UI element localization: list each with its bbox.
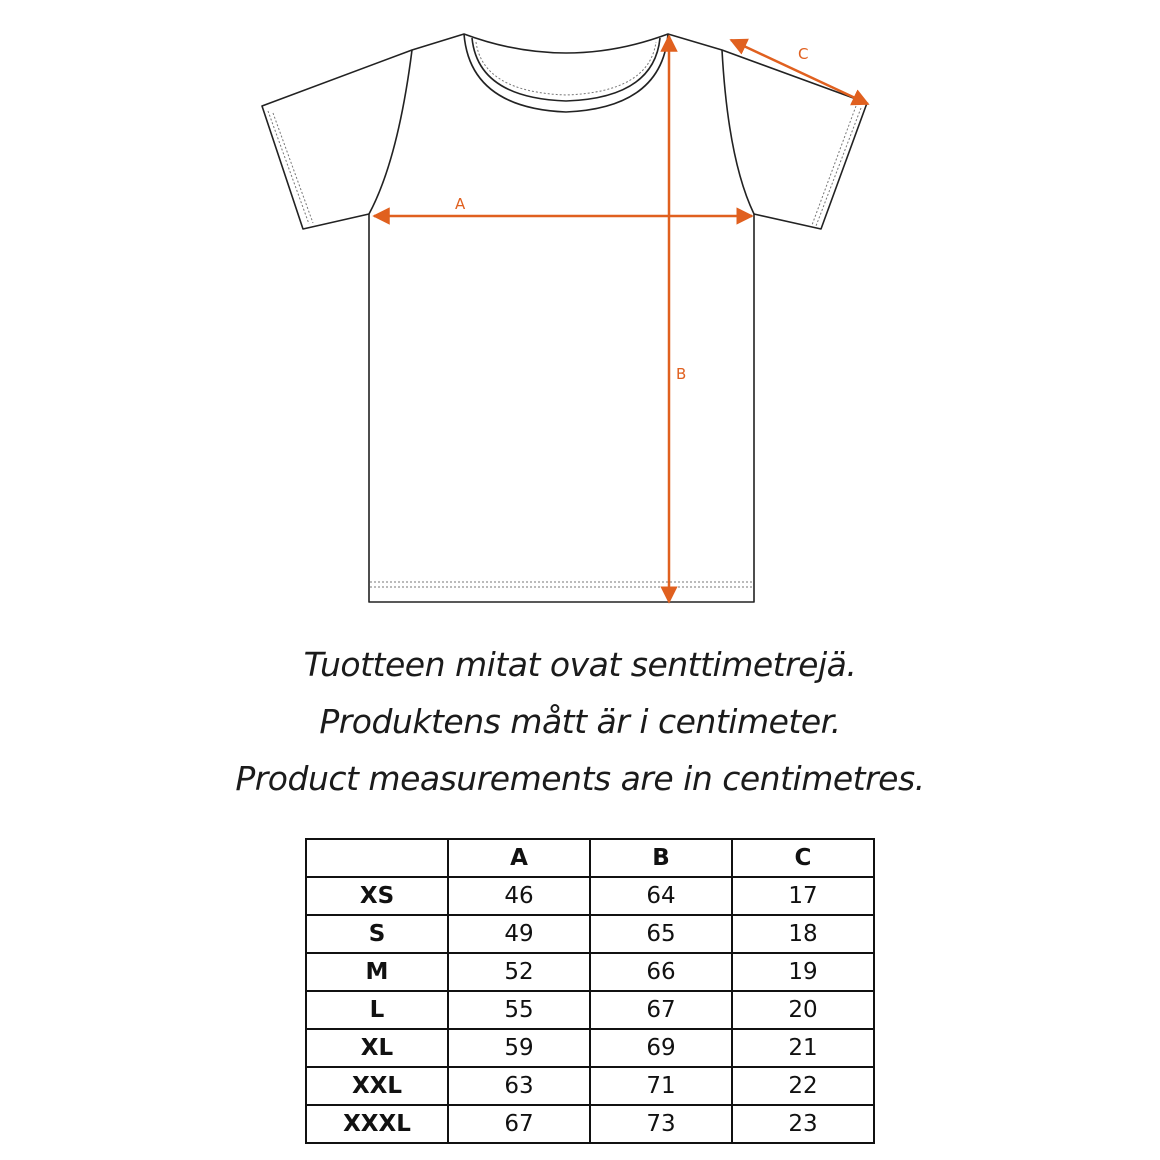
value-b-cell: 65	[590, 915, 732, 953]
tshirt-body	[262, 34, 867, 602]
note-finnish: Tuotteen mitat ovat senttimetrejä.	[303, 645, 857, 684]
value-a-cell: 67	[448, 1105, 590, 1143]
armhole-left	[369, 50, 412, 214]
value-b-cell: 66	[590, 953, 732, 991]
value-a-cell: 63	[448, 1067, 590, 1105]
size-cell: S	[306, 915, 448, 953]
value-c-cell: 19	[732, 953, 874, 991]
value-b-cell: 69	[590, 1029, 732, 1067]
dimension-label-b: B	[676, 365, 687, 383]
value-a-cell: 59	[448, 1029, 590, 1067]
value-c-cell: 22	[732, 1067, 874, 1105]
note-english: Product measurements are in centimetres.	[235, 759, 925, 798]
dimension-label-c: C	[798, 45, 809, 63]
size-cell: XXXL	[306, 1105, 448, 1143]
dimension-label-a: A	[455, 195, 466, 213]
table-row	[306, 1105, 874, 1143]
value-b-cell: 64	[590, 877, 732, 915]
table-header-c: C	[732, 839, 874, 877]
value-c-cell: 18	[732, 915, 874, 953]
table-row	[306, 915, 874, 953]
table-row	[306, 1067, 874, 1105]
size-cell: L	[306, 991, 448, 1029]
note-swedish: Produktens mått är i centimeter.	[319, 702, 841, 741]
collar-inner	[472, 38, 660, 101]
value-a-cell: 49	[448, 915, 590, 953]
table-header-corner	[306, 839, 448, 877]
table-row	[306, 991, 874, 1029]
value-c-cell: 20	[732, 991, 874, 1029]
value-b-cell: 67	[590, 991, 732, 1029]
stitch-sleeve-left-1	[268, 111, 309, 224]
size-cell: XXL	[306, 1067, 448, 1105]
stitch-sleeve-right-2	[812, 106, 856, 225]
value-a-cell: 52	[448, 953, 590, 991]
table-row	[306, 877, 874, 915]
value-b-cell: 71	[590, 1067, 732, 1105]
tshirt-outline	[262, 34, 867, 602]
stitch-sleeve-right-1	[816, 108, 861, 226]
measurement-notes	[0, 636, 1160, 807]
value-c-cell: 17	[732, 877, 874, 915]
size-cell: M	[306, 953, 448, 991]
armhole-right	[722, 50, 754, 214]
table-header-b: B	[590, 839, 732, 877]
table-header-row	[306, 839, 874, 877]
size-table	[305, 838, 875, 1144]
value-c-cell: 21	[732, 1029, 874, 1067]
value-c-cell: 23	[732, 1105, 874, 1143]
size-cell: XL	[306, 1029, 448, 1067]
value-a-cell: 46	[448, 877, 590, 915]
stitch-sleeve-left-2	[273, 113, 313, 223]
size-cell: XS	[306, 877, 448, 915]
value-b-cell: 73	[590, 1105, 732, 1143]
value-a-cell: 55	[448, 991, 590, 1029]
stitching	[268, 42, 861, 587]
table-row	[306, 953, 874, 991]
table-header-a: A	[448, 839, 590, 877]
table-row	[306, 1029, 874, 1067]
